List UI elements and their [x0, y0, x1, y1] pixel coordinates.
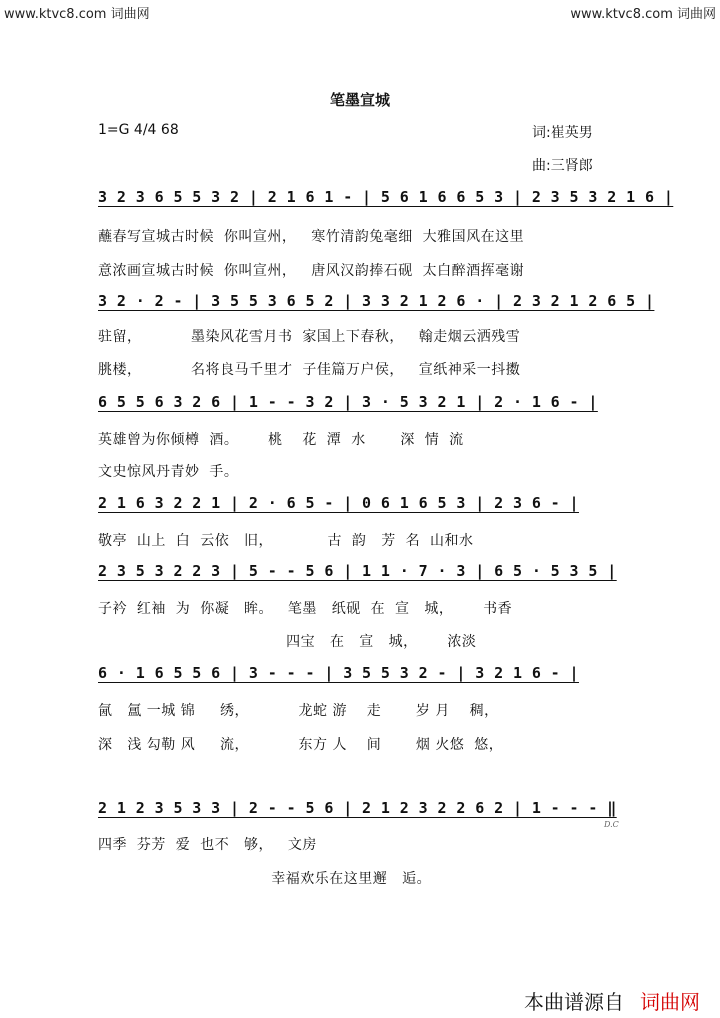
- footer-source-text: 本曲谱源自: [524, 990, 624, 1014]
- lyric-line-5-verse-1: 子衿 红袖 为 你凝 眸。 笔墨 纸砚 在 宣 城， 书香: [98, 601, 513, 617]
- notation-line-1: 3 2 3 6 5 5 3 2 | 2 1 6 1 - | 5 6 1 6 6 5 3 | 2 3 5 3 2 1 6 |: [98, 188, 674, 206]
- notation-line-7: 2 1 2 3 5 3 3 | 2 - - 5 6 | 2 1 2 3 2 2 6 2 | 1 - - - ‖: [98, 799, 617, 817]
- notation-line-5: 2 3 5 3 2 2 3 | 5 - - 5 6 | 1 1 · 7 · 3 | 6 5 · 5 3 5 |: [98, 562, 617, 580]
- lyric-line-3-verse-1: 英雄曾为你倾樽 酒。 桃 花 潭 水 深 情 流: [98, 432, 464, 448]
- watermark-right: www.ktvc8.com 词曲网: [570, 7, 716, 22]
- da-capo-mark: D.C: [604, 820, 619, 829]
- notation-line-4: 2 1 6 3 2 2 1 | 2 · 6 5 - | 0 6 1 6 5 3 | 2 3 6 - |: [98, 494, 579, 512]
- lyric-line-7-verse-2: 幸福欢乐在这里邂 逅。: [98, 871, 432, 887]
- lyric-line-6-verse-1: 氤 氲 一城 锦 绣， 龙蛇 游 走 岁 月 稠，: [98, 703, 499, 719]
- key-tempo-line: 1=G 4/4 68: [98, 122, 179, 138]
- lyric-line-3-verse-2: 文史惊风丹青妙 手。: [98, 464, 239, 480]
- source-footer: [524, 986, 700, 1015]
- lyric-line-1-verse-2: 意浓画宣城古时候 你叫宣州， 唐风汉韵捧石砚 太白醉酒挥毫谢: [98, 263, 525, 279]
- footer-site-name[interactable]: 词曲网: [640, 990, 700, 1014]
- notation-line-2: 3 2 · 2 - | 3 5 5 3 6 5 2 | 3 3 2 1 2 6 · | 2 3 2 1 2 6 5 |: [98, 292, 655, 310]
- song-title: 笔墨宣城: [329, 91, 390, 109]
- lyric-line-2-verse-2: 朓楼， 名将良马千里才 子佳篇万户侯， 宣纸神采一抖擞: [98, 362, 521, 378]
- lyric-line-4-verse-1: 敬亭 山上 白 云依 旧， 古 韵 芳 名 山和水: [98, 533, 474, 549]
- lyric-line-7-verse-1: 四季 芬芳 爱 也不 够， 文房: [98, 837, 317, 853]
- lyricist-credit: 词:崔英男: [532, 125, 593, 141]
- lyric-line-6-verse-2: 深 浅 勾勒 风 流， 东方 人 间 烟 火悠 悠，: [98, 737, 504, 753]
- lyric-line-1-verse-1: 蘸春写宣城古时候 你叫宣州， 寒竹清韵兔毫细 大雅国风在这里: [98, 229, 525, 245]
- watermark-left: www.ktvc8.com 词曲网: [4, 7, 150, 22]
- lyric-line-2-verse-1: 驻留， 墨染风花雪月书 家国上下春秋， 翰走烟云洒残雪: [98, 329, 521, 345]
- lyric-line-5-verse-2: 四宝 在 宣 城， 浓淡: [98, 634, 477, 650]
- notation-line-6: 6 · 1 6 5 5 6 | 3 - - - | 3 5 5 3 2 - | 3 2 1 6 - |: [98, 664, 579, 682]
- notation-line-3: 6 5 5 6 3 2 6 | 1 - - 3 2 | 3 · 5 3 2 1 | 2 · 1 6 - |: [98, 393, 598, 411]
- composer-credit: 曲:三肾郎: [532, 158, 593, 174]
